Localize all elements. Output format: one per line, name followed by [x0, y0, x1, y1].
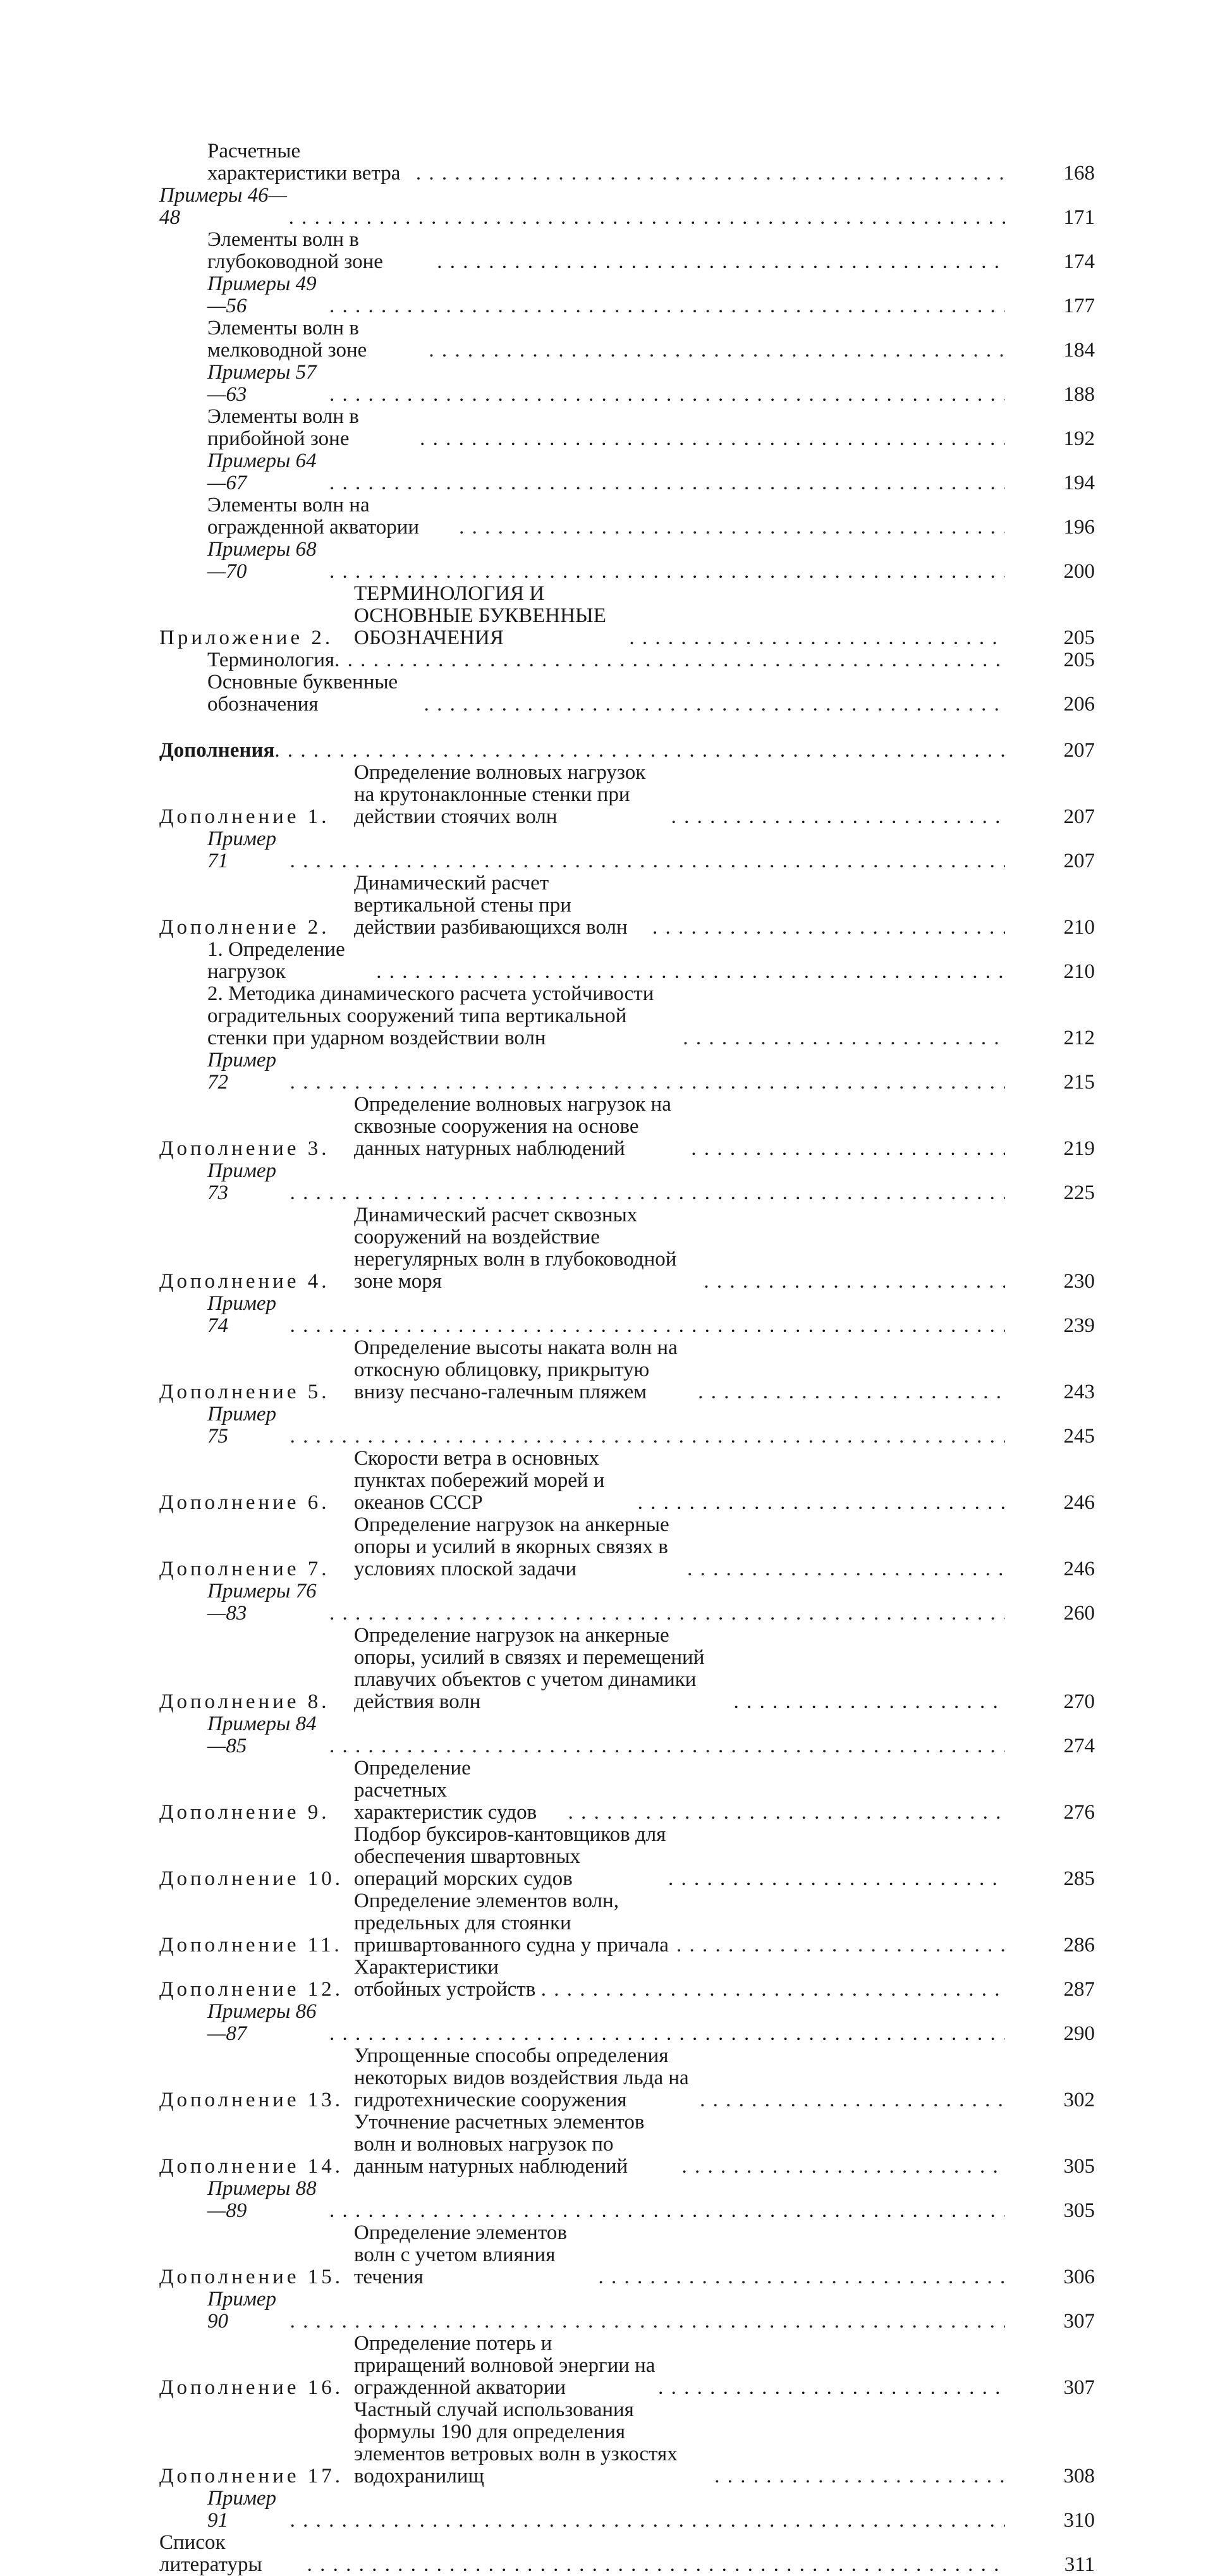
- toc-entry-prefix: Дополнение 8.: [159, 1690, 330, 1713]
- toc-entry-title: Определение волновых нагрузок на сквозные сооружения на основе данных натурных наблюдений: [354, 1093, 671, 1160]
- toc-entry-page: 245: [1063, 1425, 1095, 1448]
- toc-entry-page: 210: [1063, 916, 1095, 939]
- dot-leader: [598, 2266, 1005, 2288]
- dot-leader: [668, 1868, 1005, 1890]
- toc-entry-page: 305: [1063, 2199, 1095, 2222]
- toc-entry-title: Пример 73: [207, 1159, 277, 1204]
- toc-entry-prefix: Дополнение 13.: [159, 2089, 343, 2111]
- toc-entry-page: 239: [1063, 1314, 1095, 1337]
- toc-entry-title: 2. Методика динамического расчета устойчивости оградительных сооружений типа вертикальной стенки при ударном воздействии волн: [207, 982, 654, 1049]
- toc-entry[interactable]: [159, 2288, 1095, 2333]
- toc-entry-page: 207: [1063, 739, 1095, 762]
- toc-entry-page: 192: [1063, 427, 1095, 450]
- toc-entry[interactable]: [159, 1293, 1095, 1337]
- toc-entry-title: Расчетные характеристики ветра: [207, 140, 401, 185]
- toc-entry-title: Уточнение расчетных элементов волн и волновых нагрузок по данным натурных наблюдений: [354, 2111, 645, 2178]
- toc-entry[interactable]: [159, 2333, 1095, 2399]
- toc-entry[interactable]: [159, 1337, 1095, 1403]
- toc-entry-page: 230: [1063, 1270, 1095, 1293]
- toc-entry[interactable]: [159, 229, 1095, 273]
- toc-entry[interactable]: [159, 762, 1095, 828]
- toc-entry-page: 285: [1063, 1867, 1095, 1890]
- toc-entry-prefix: Дополнение 4.: [159, 1270, 330, 1293]
- toc-entry-prefix: Дополнение 2.: [159, 916, 330, 939]
- dot-leader: [733, 1691, 1005, 1713]
- dot-leader: [329, 561, 1005, 583]
- toc-entry[interactable]: [159, 1094, 1095, 1160]
- toc-entry[interactable]: [159, 450, 1095, 494]
- toc-entry-page: 177: [1063, 295, 1095, 317]
- toc-entry-title: Скорости ветра в основных пунктах побережий морей и океанов СССР: [354, 1447, 605, 1514]
- toc-entry-title: Элементы волн в мелководной зоне: [207, 317, 367, 362]
- dot-leader: [698, 1381, 1005, 1403]
- toc-entry-page: 246: [1063, 1558, 1095, 1580]
- toc-entry-page: 305: [1063, 2155, 1095, 2178]
- toc-entry-title: Определение элементов волн, предельных для стоянки пришвартованного судна у причала: [354, 1889, 669, 1956]
- dot-leader: [691, 1138, 1005, 1160]
- toc-entry[interactable]: [159, 1580, 1095, 1625]
- toc-entry-prefix: Дополнение 9.: [159, 1801, 330, 1824]
- dot-leader: [289, 207, 1005, 229]
- toc-entry-prefix: Приложение 2.: [159, 626, 334, 649]
- toc-entry-title: Определение расчетных характеристик судов: [354, 1757, 537, 1824]
- toc-entry-page: 196: [1063, 516, 1095, 539]
- toc-entry-prefix: Дополнение 1.: [159, 805, 330, 828]
- toc-entry[interactable]: [159, 1049, 1095, 1094]
- toc-entry[interactable]: [159, 140, 1095, 185]
- toc-entry[interactable]: [159, 1403, 1095, 1448]
- toc-entry[interactable]: [159, 939, 1095, 983]
- toc-entry-title: Определение высоты наката волн на откосную облицовку, прикрытую внизу песчано-галечным пляжем: [354, 1336, 678, 1403]
- toc-entry-page: 274: [1063, 1735, 1095, 1757]
- toc-entry-page: 207: [1063, 850, 1095, 872]
- dot-leader: [424, 693, 1005, 716]
- toc-entry-page: 215: [1063, 1071, 1095, 1094]
- toc-entry-title: Пример 74: [207, 1292, 277, 1337]
- toc-entry[interactable]: [159, 1160, 1095, 1204]
- dot-leader: [274, 740, 1005, 762]
- toc-entry[interactable]: [159, 1514, 1095, 1580]
- toc-entry-prefix: Дополнение 6.: [159, 1491, 330, 1514]
- dot-leader: [429, 339, 1005, 362]
- dot-leader: [376, 961, 1005, 983]
- dot-leader: [638, 1492, 1005, 1514]
- toc-entry-page: 306: [1063, 2266, 1095, 2288]
- toc-entry-page: 168: [1063, 162, 1095, 185]
- toc-entry-page: 225: [1063, 1181, 1095, 1204]
- dot-leader: [652, 917, 1005, 939]
- toc-entry-title: ТЕРМИНОЛОГИЯ И ОСНОВНЫЕ БУКВЕННЫЕ ОБОЗНАЧЕНИЯ: [354, 582, 606, 649]
- toc-entry-prefix: Дополнение 3.: [159, 1137, 330, 1160]
- toc-entry[interactable]: [159, 2001, 1095, 2045]
- toc-entry-page: 260: [1063, 1602, 1095, 1625]
- toc-entry-page: 307: [1063, 2376, 1095, 2399]
- toc-entry-title: Определение элементов волн с учетом влияния течения: [354, 2221, 567, 2288]
- toc-entry[interactable]: [159, 983, 1095, 1049]
- toc-entry-title: Список литературы: [159, 2531, 262, 2576]
- toc-entry-prefix: Дополнение 15.: [159, 2266, 343, 2288]
- dot-leader: [290, 1425, 1005, 1448]
- toc-entry[interactable]: [159, 1757, 1095, 1824]
- dot-leader: [329, 2023, 1005, 2045]
- toc-entry[interactable]: [159, 1956, 1095, 2001]
- toc-entry[interactable]: [159, 185, 1095, 229]
- toc-entry-title: Пример 75: [207, 1403, 277, 1448]
- toc-entry-page: 171: [1063, 206, 1095, 229]
- toc-entry-title: Примеры 88—89: [207, 2177, 317, 2222]
- toc-entry-title: Упрощенные способы определения некоторых видов воздействия льда на гидротехнические сооружения: [354, 2044, 689, 2111]
- toc-entry[interactable]: [159, 273, 1095, 317]
- toc-entry-title: Пример 72: [207, 1049, 277, 1094]
- dot-leader: [671, 806, 1005, 828]
- toc-entry-title: Пример 91: [207, 2487, 277, 2532]
- toc-entry-prefix: Дополнение 12.: [159, 1978, 343, 2001]
- toc-entry[interactable]: [159, 1713, 1095, 1757]
- toc-entry-page: 308: [1063, 2465, 1095, 2487]
- toc-entry-page: 302: [1063, 2089, 1095, 2111]
- dot-leader: [568, 1802, 1005, 1824]
- toc-entry-prefix: Дополнение 17.: [159, 2465, 343, 2487]
- toc-entry[interactable]: [159, 1204, 1095, 1293]
- toc-entry-title: Частный случай использования формулы 190 для определения элементов ветровых волн в узкостях водохранилищ: [354, 2398, 678, 2487]
- toc-entry-page: 210: [1063, 960, 1095, 983]
- toc-entry[interactable]: [159, 1890, 1095, 1956]
- dot-leader: [676, 1934, 1005, 1956]
- toc-entry[interactable]: [159, 362, 1095, 406]
- toc-entry-title: Определение нагрузок на анкерные опоры и усилий в якорных связях в условиях плоской задачи: [354, 1513, 669, 1580]
- toc-entry-page: 207: [1063, 805, 1095, 828]
- dot-leader: [307, 2554, 1005, 2576]
- dot-leader: [329, 472, 1005, 494]
- dot-leader: [329, 1735, 1005, 1757]
- dot-leader: [290, 1182, 1005, 1204]
- toc-entry-title: Дополнения: [159, 739, 275, 762]
- toc-entry-title: Элементы волн в глубоководной зоне: [207, 228, 383, 273]
- dot-leader: [420, 428, 1005, 450]
- toc-entry-title: Примеры 64—67: [207, 449, 317, 494]
- toc-entry-title: Пример 71: [207, 827, 277, 872]
- toc-entry-title: Примеры 86—87: [207, 2000, 317, 2045]
- toc-entry-title: Основные буквенные обозначения: [207, 671, 398, 716]
- toc-entry-page: 290: [1063, 2022, 1095, 2045]
- toc-entry-title: Примеры 84—85: [207, 1712, 317, 1757]
- toc-entry[interactable]: [159, 649, 1095, 671]
- dot-leader: [714, 2465, 1005, 2487]
- toc-entry-title: Характеристики отбойных устройств: [354, 1956, 536, 2001]
- toc-entry[interactable]: [159, 1824, 1095, 1890]
- toc-entry[interactable]: [159, 539, 1095, 583]
- toc-entry-page: 243: [1063, 1381, 1095, 1403]
- toc-entry-title: Примеры 57—63: [207, 361, 317, 406]
- toc-entry-page: 246: [1063, 1491, 1095, 1514]
- toc-entry-title: Элементы волн в прибойной зоне: [207, 405, 359, 450]
- toc-entry[interactable]: [159, 2045, 1095, 2111]
- toc-entry-page: 200: [1063, 560, 1095, 583]
- toc-entry-title: Пример 90: [207, 2288, 277, 2333]
- toc-entry-title: Определение нагрузок на анкерные опоры, усилий в связях и перемещений плавучих объектов с учетом динамики действия волн: [354, 1624, 705, 1713]
- dot-leader: [687, 1558, 1005, 1580]
- toc-entry-page: 219: [1063, 1137, 1095, 1160]
- toc-entry[interactable]: [159, 872, 1095, 939]
- toc-entry[interactable]: [159, 2222, 1095, 2288]
- toc-entry-page: 205: [1063, 626, 1095, 649]
- dot-leader: [329, 2200, 1005, 2222]
- dot-leader: [459, 516, 1005, 539]
- dot-leader: [700, 2089, 1005, 2111]
- toc-entry-title: Определение волновых нагрузок на крутонаклонные стенки при действии стоячих волн: [354, 761, 646, 828]
- dot-leader: [683, 1027, 1005, 1049]
- toc-entry-page: 286: [1063, 1934, 1095, 1956]
- dot-leader: [329, 1602, 1005, 1625]
- dot-leader: [541, 1979, 1005, 2001]
- toc-entry[interactable]: [159, 2532, 1095, 2576]
- toc-entry-page: 174: [1063, 250, 1095, 273]
- toc-entry-title: 1. Определение нагрузок: [207, 938, 345, 983]
- toc-entry-page: 311: [1064, 2553, 1095, 2576]
- toc-entry-prefix: Дополнение 16.: [159, 2376, 343, 2399]
- toc-entry-title: Динамический расчет вертикальной стены при действии разбивающихся волн: [354, 872, 628, 939]
- toc-entry-prefix: Дополнение 7.: [159, 1558, 330, 1580]
- toc-entry-prefix: Дополнение 14.: [159, 2155, 343, 2178]
- toc-entry[interactable]: [159, 828, 1095, 872]
- toc-entry-page: 270: [1063, 1690, 1095, 1713]
- table-of-contents: [159, 140, 1095, 2576]
- toc-entry-title: Динамический расчет сквозных сооружений на воздействие нерегулярных волн в глубоководной зоне моря: [354, 1204, 677, 1293]
- toc-entry-prefix: Дополнение 11.: [159, 1934, 343, 1956]
- dot-leader: [290, 1071, 1005, 1094]
- toc-entry-page: 287: [1063, 1978, 1095, 2001]
- toc-entry-title: Примеры 49—56: [207, 272, 317, 317]
- toc-entry-prefix: Дополнение 10.: [159, 1867, 343, 1890]
- toc-entry-title: Примеры 68—70: [207, 538, 317, 583]
- dot-leader: [329, 384, 1005, 406]
- toc-entry-title: Определение потерь и приращений волновой энергии на огражденной акватории: [354, 2332, 656, 2399]
- toc-entry-title: Примеры 46—48: [159, 184, 287, 229]
- dot-leader: [290, 2510, 1005, 2532]
- toc-entry-page: 188: [1063, 383, 1095, 406]
- toc-entry-prefix: Дополнение 5.: [159, 1381, 330, 1403]
- toc-entry-title: Примеры 76—83: [207, 1580, 317, 1625]
- dot-leader: [704, 1271, 1005, 1293]
- toc-entry-page: 212: [1063, 1027, 1095, 1049]
- dot-leader: [437, 251, 1005, 273]
- toc-entry[interactable]: [159, 1625, 1095, 1713]
- toc-entry[interactable]: [159, 1448, 1095, 1514]
- toc-entry-page: 307: [1063, 2310, 1095, 2333]
- dot-leader: [290, 2310, 1005, 2333]
- dot-leader: [329, 295, 1005, 317]
- toc-entry[interactable]: [159, 2399, 1095, 2487]
- toc-entry[interactable]: [159, 2111, 1095, 2178]
- toc-entry[interactable]: [159, 2487, 1095, 2532]
- toc-entry[interactable]: [159, 494, 1095, 539]
- toc-entry-page: 276: [1063, 1801, 1095, 1824]
- toc-entry[interactable]: [159, 671, 1095, 716]
- toc-entry-page: 194: [1063, 472, 1095, 494]
- toc-entry[interactable]: [159, 740, 1095, 762]
- dot-leader: [682, 2156, 1005, 2178]
- toc-entry-title: Терминология: [207, 649, 335, 671]
- dot-leader: [290, 850, 1005, 872]
- dot-leader: [416, 162, 1005, 185]
- dot-leader: [290, 1315, 1005, 1337]
- dot-leader: [334, 649, 1005, 671]
- toc-entry-page: 206: [1063, 693, 1095, 716]
- toc-entry-title: Элементы волн на огражденной акватории: [207, 494, 420, 539]
- toc-entry[interactable]: [159, 2178, 1095, 2222]
- dot-leader: [658, 2377, 1005, 2399]
- toc-entry-page: 184: [1063, 339, 1095, 362]
- toc-entry-page: 310: [1063, 2509, 1095, 2532]
- toc-entry[interactable]: [159, 317, 1095, 362]
- toc-entry[interactable]: [159, 583, 1095, 649]
- dot-leader: [629, 627, 1005, 649]
- toc-entry-title: Подбор буксиров-кантовщиков для обеспечения швартовных операций морских судов: [354, 1823, 666, 1890]
- toc-entry[interactable]: [159, 406, 1095, 450]
- toc-entry-page: 205: [1063, 649, 1095, 671]
